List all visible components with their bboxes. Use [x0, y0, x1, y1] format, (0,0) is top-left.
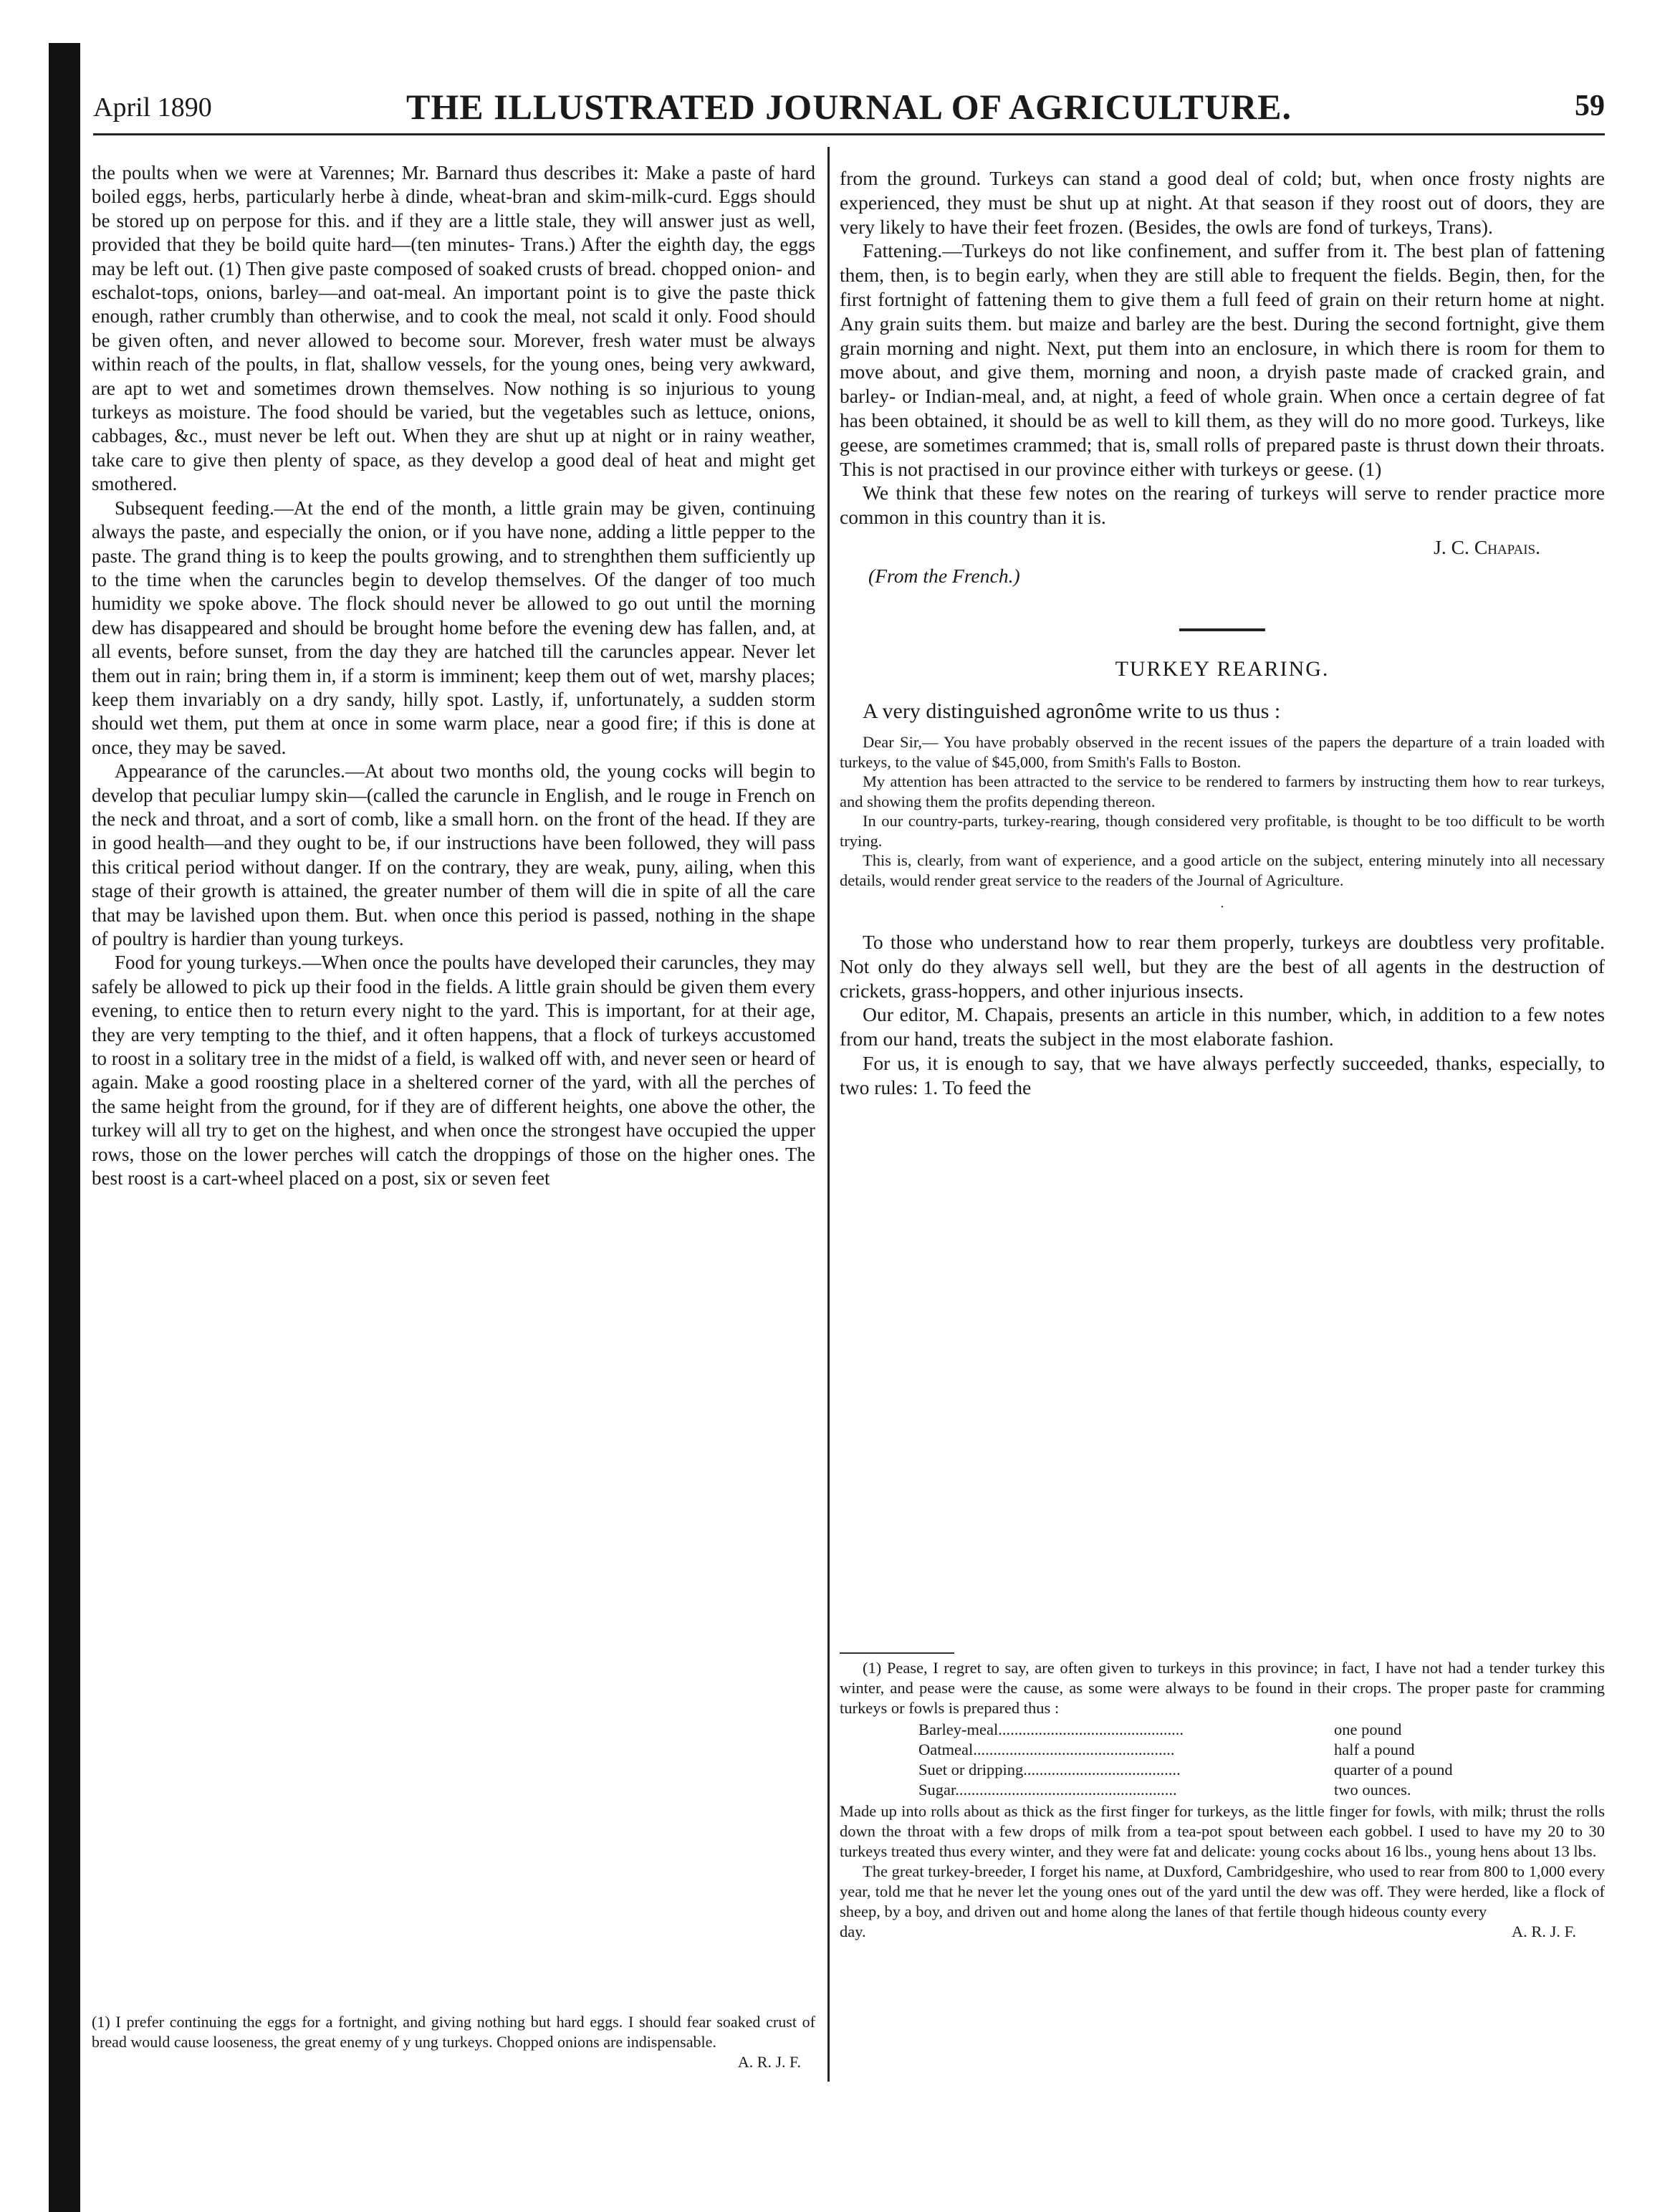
recipe-row [918, 1780, 1605, 1800]
intro-line: A very distinguished agronôme write to us thus : [863, 699, 1281, 724]
recipe-qty: half a pound [1334, 1741, 1415, 1758]
recipe-qty: one pound [1334, 1720, 1402, 1738]
recipe-qty: quarter of a pound [1334, 1761, 1453, 1778]
recipe-item: Oatmeal.................................................. [918, 1741, 1175, 1758]
paragraph: Fattening.—Turkeys do not like confinement, and suffer from it. The best plan of fattening them, then, is to begin early, when they are still able to frequent the fields. Begin, then, for the first fortnight of fattening them to give them a full feed of grain on their return home at night. Any grain suits them. but maize and barley are the best. During the second fortnight, give them grain morning and night. Next, put them into an enclosure, in which there is room for them to move about, and give them, morning and noon, a dryish paste made of cracked grain, and barley- or Indian-meal, and, at night, a feed of whole grain. When once a certain degree of fat has been obtained, it should be as well to kill them, as they will do no more good. Turkeys, like geese, are sometimes crammed; that is, small rolls of prepared paste is thrust down their throats. This is not practised in our province either with turkeys or geese. (1) [840, 239, 1605, 480]
footnote-rule [840, 1652, 954, 1654]
recipe-row [918, 1720, 1605, 1740]
footnote-text: Made up into rolls about as thick as the first finger for turkeys, as the little finger for fowls, with milk; thrust the rolls down the throat with a few drops of milk from a tea-pot spout between each gobbel. I used to have my 20 to 30 turkeys treated thus every winter, and they were fat and delicate: young cocks about 16 lbs., young hens about 13 lbs. [840, 1802, 1605, 1860]
letter-paragraph: Dear Sir,— You have probably observed in the recent issues of the papers the departure of a train loaded with turkeys, to the value of $45,000, from Smith's Falls to Boston. [840, 733, 1605, 771]
header-rule [93, 133, 1605, 135]
author-signature: J. C. Chapais. [1434, 535, 1540, 558]
section-divider [1179, 628, 1265, 631]
recipe-qty: two ounces. [1334, 1781, 1411, 1799]
paragraph: We think that these few notes on the rearing of turkeys will serve to render practice more common in this country than it is. [840, 482, 1605, 529]
right-column [840, 166, 1605, 1100]
recipe-row [918, 1760, 1605, 1780]
footnote-text: (1) Pease, I regret to say, are often given to turkeys in this province; in fact, I have not had a tender turkey this winter, and pease were the cause, as some were always to be found in their crops. The proper paste for cramming turkeys or fowls is prepared thus : [840, 1659, 1605, 1717]
letter-paragraph: In our country-parts, turkey-rearing, though considered very profitable, is thought to be too difficult to be worth trying. [840, 812, 1605, 850]
issue-date: April 1890 [93, 92, 212, 123]
paragraph: To those who understand how to rear them properly, turkeys are doubtless very profitable. Not only do they always sell well, but they are the best of all agents in the destruction of crickets, grass-hoppers, and other injurious insects. [840, 930, 1605, 1002]
paragraph: Appearance of the caruncles.—At about two months old, the young cocks will begin to develop that peculiar lumpy skin—(called the caruncle in English, and le rouge in French on the neck and throat, and a sort of comb, like a small horn. on the front of the head. If they are in good health—and they ought to be, if our instructions have been followed, they will pass this critical period without danger. If on the contrary, they are weak, puny, ailing, when this stage of their growth is attained, the greater number of them will die in spite of all the care that may be lavished upon them. But. when once this period is passed, nothing in the shape of poultry is hardier than young turkeys. [92, 760, 815, 949]
footnote-text: The great turkey-breeder, I forget his name, at Duxford, Cambridgeshire, who used to rear from 800 to 1,000 every year, told me that he never let the young ones out of the yard until the dew was off. They were herded, like a flock of sheep, by a boy, and driven out and home along the lanes of that fertile though hideous county every [840, 1862, 1605, 1920]
separator-dot: · [1219, 899, 1225, 916]
journal-title: THE ILLUSTRATED JOURNAL OF AGRICULTURE. [405, 87, 1292, 127]
footnote-end-row [840, 1922, 1605, 1942]
paragraph: from the ground. Turkeys can stand a good deal of cold; but, when once frosty nights are experienced, they must be shut up at night. At that season if they roost out of doors, they are very likely to have their feet frozen. (Besides, the owls are fond of turkeys, Trans). [840, 167, 1605, 238]
paragraph: Our editor, M. Chapais, presents an article in this number, which, in addition to a few notes from our hand, treats the subject in the most elaborate fashion. [840, 1003, 1605, 1050]
paragraph: the poults when we were at Varennes; Mr. Barnard thus describes it: Make a paste of hard boiled eggs, herbs, particularly herbe à dinde, wheat-bran and skim-milk-curd. Eggs should be stored up on perpose for this. and if they are a little stale, they will answer just as well, provided that they be boild quite hard—(ten minutes- Trans.) After the eighth day, the eggs may be left out. (1) Then give paste composed of soaked crusts of bread. chopped onion- and eschalot-tops, onions, barley—and oat-meal. An important point is to give the paste thick enough, rather crumbly than otherwise, and to cook the meal, not scald it only. Food should be given often, and never allowed to become sour. Morever, fresh water must be always within reach of the poults, in flat, shallow vessels, for the young ones, being very awkward, are apt to wet and sometimes drown themselves. Now nothing is so injurious to young turkeys as moisture. The food should be varied, but the vegetables such as lettuce, onions, cabbages, &c., must never be left out. When they are shut up at night or in rainy weather, take care to give then plenty of space, as they develop a good deal of heat and might get smothered. [92, 162, 815, 495]
paragraph: Food for young turkeys.—When once the poults have developed their caruncles, they may safely be allowed to pick up their food in the fields. A little grain should be given them every evening, to entice then to return every night to the yard. This is important, for at their age, they are very tempting to the thief, and it often happens, that a flock of turkeys accustomed to roost in a solitary tree in the midst of a field, is walked off with, and never seen or heard of again. Make a good roosting place in a sheltered corner of the yard, with all the perches of the same height from the ground, for if they are of different heights, one above the other, the turkey will all try to get on the highest, and when once the strongest have occupied the upper rows, those on the lower perches will catch the droppings of those on the higher ones. The best roost is a cart-wheel placed on a post, six or seven feet [92, 952, 815, 1189]
letter-block [840, 732, 1605, 890]
page-number: 59 [1575, 90, 1605, 123]
left-column [92, 161, 815, 1190]
section-title: TURKEY REARING. [1115, 656, 1330, 681]
source-note: (From the French.) [868, 564, 1020, 587]
recipe-item: Barley-meal.............................................. [918, 1720, 1184, 1738]
footnote-text: (1) I prefer continuing the eggs for a fortnight, and giving nothing but hard eggs. I should fear soaked crust of bread would cause looseness, the great enemy of y ung turkeys. Chopped onions are indispensable. [92, 2013, 815, 2051]
binding-spine [49, 43, 80, 2212]
right-footnote [840, 1648, 1605, 1942]
paragraph: For us, it is enough to say, that we have always perfectly succeeded, thanks, especially, to two rules: 1. To feed the [840, 1051, 1605, 1098]
recipe-row [918, 1740, 1605, 1760]
footnote-end: day. [840, 1923, 866, 1940]
recipe-list [918, 1720, 1605, 1800]
page-header [93, 85, 1605, 128]
letter-paragraph: My attention has been attracted to the service to be rendered to farmers by instructing them how to rear turkeys, and showing them the profits depending thereon. [840, 772, 1605, 810]
paragraph: Subsequent feeding.—At the end of the month, a little grain may be given, continuing always the paste, and especially the onion, or if you have none, adding a little pepper to the paste. The grand thing is to keep the poults growing, and to strenghthen them sufficiently up to the time when the caruncles begin to develop themselves. Of the danger of too much humidity we spoke above. The flock should never be allowed to go out until the morning dew has disappeared and should be brought home before the evening dew has fallen, and, at all events, before sunset, from the day they are hatched till the caruncles appear. Never let them out in rain; bring them in, if a storm is imminent; keep them out of wet, marshy places; keep them invariably on a dry sandy, hilly spot. Lastly, if, unfortunately, a sudden storm should wet them, put them at once in some warm place, near a good fire; if this is done at once, they may be saved. [92, 497, 815, 758]
recipe-item: Sugar....................................................... [918, 1781, 1177, 1799]
footnote-signature: A. R. J. F. [1511, 1923, 1576, 1940]
footnote-signature: A. R. J. F. [737, 2053, 801, 2071]
article-body [840, 930, 1605, 1100]
letter-paragraph: This is, clearly, from want of experience, and a good article on the subject, entering minutely into all necessary details, would render great service to the readers of the Journal of Agriculture. [840, 851, 1605, 889]
recipe-item: Suet or dripping....................................... [918, 1761, 1181, 1778]
column-divider [827, 147, 830, 2082]
left-footnote [92, 2012, 815, 2072]
